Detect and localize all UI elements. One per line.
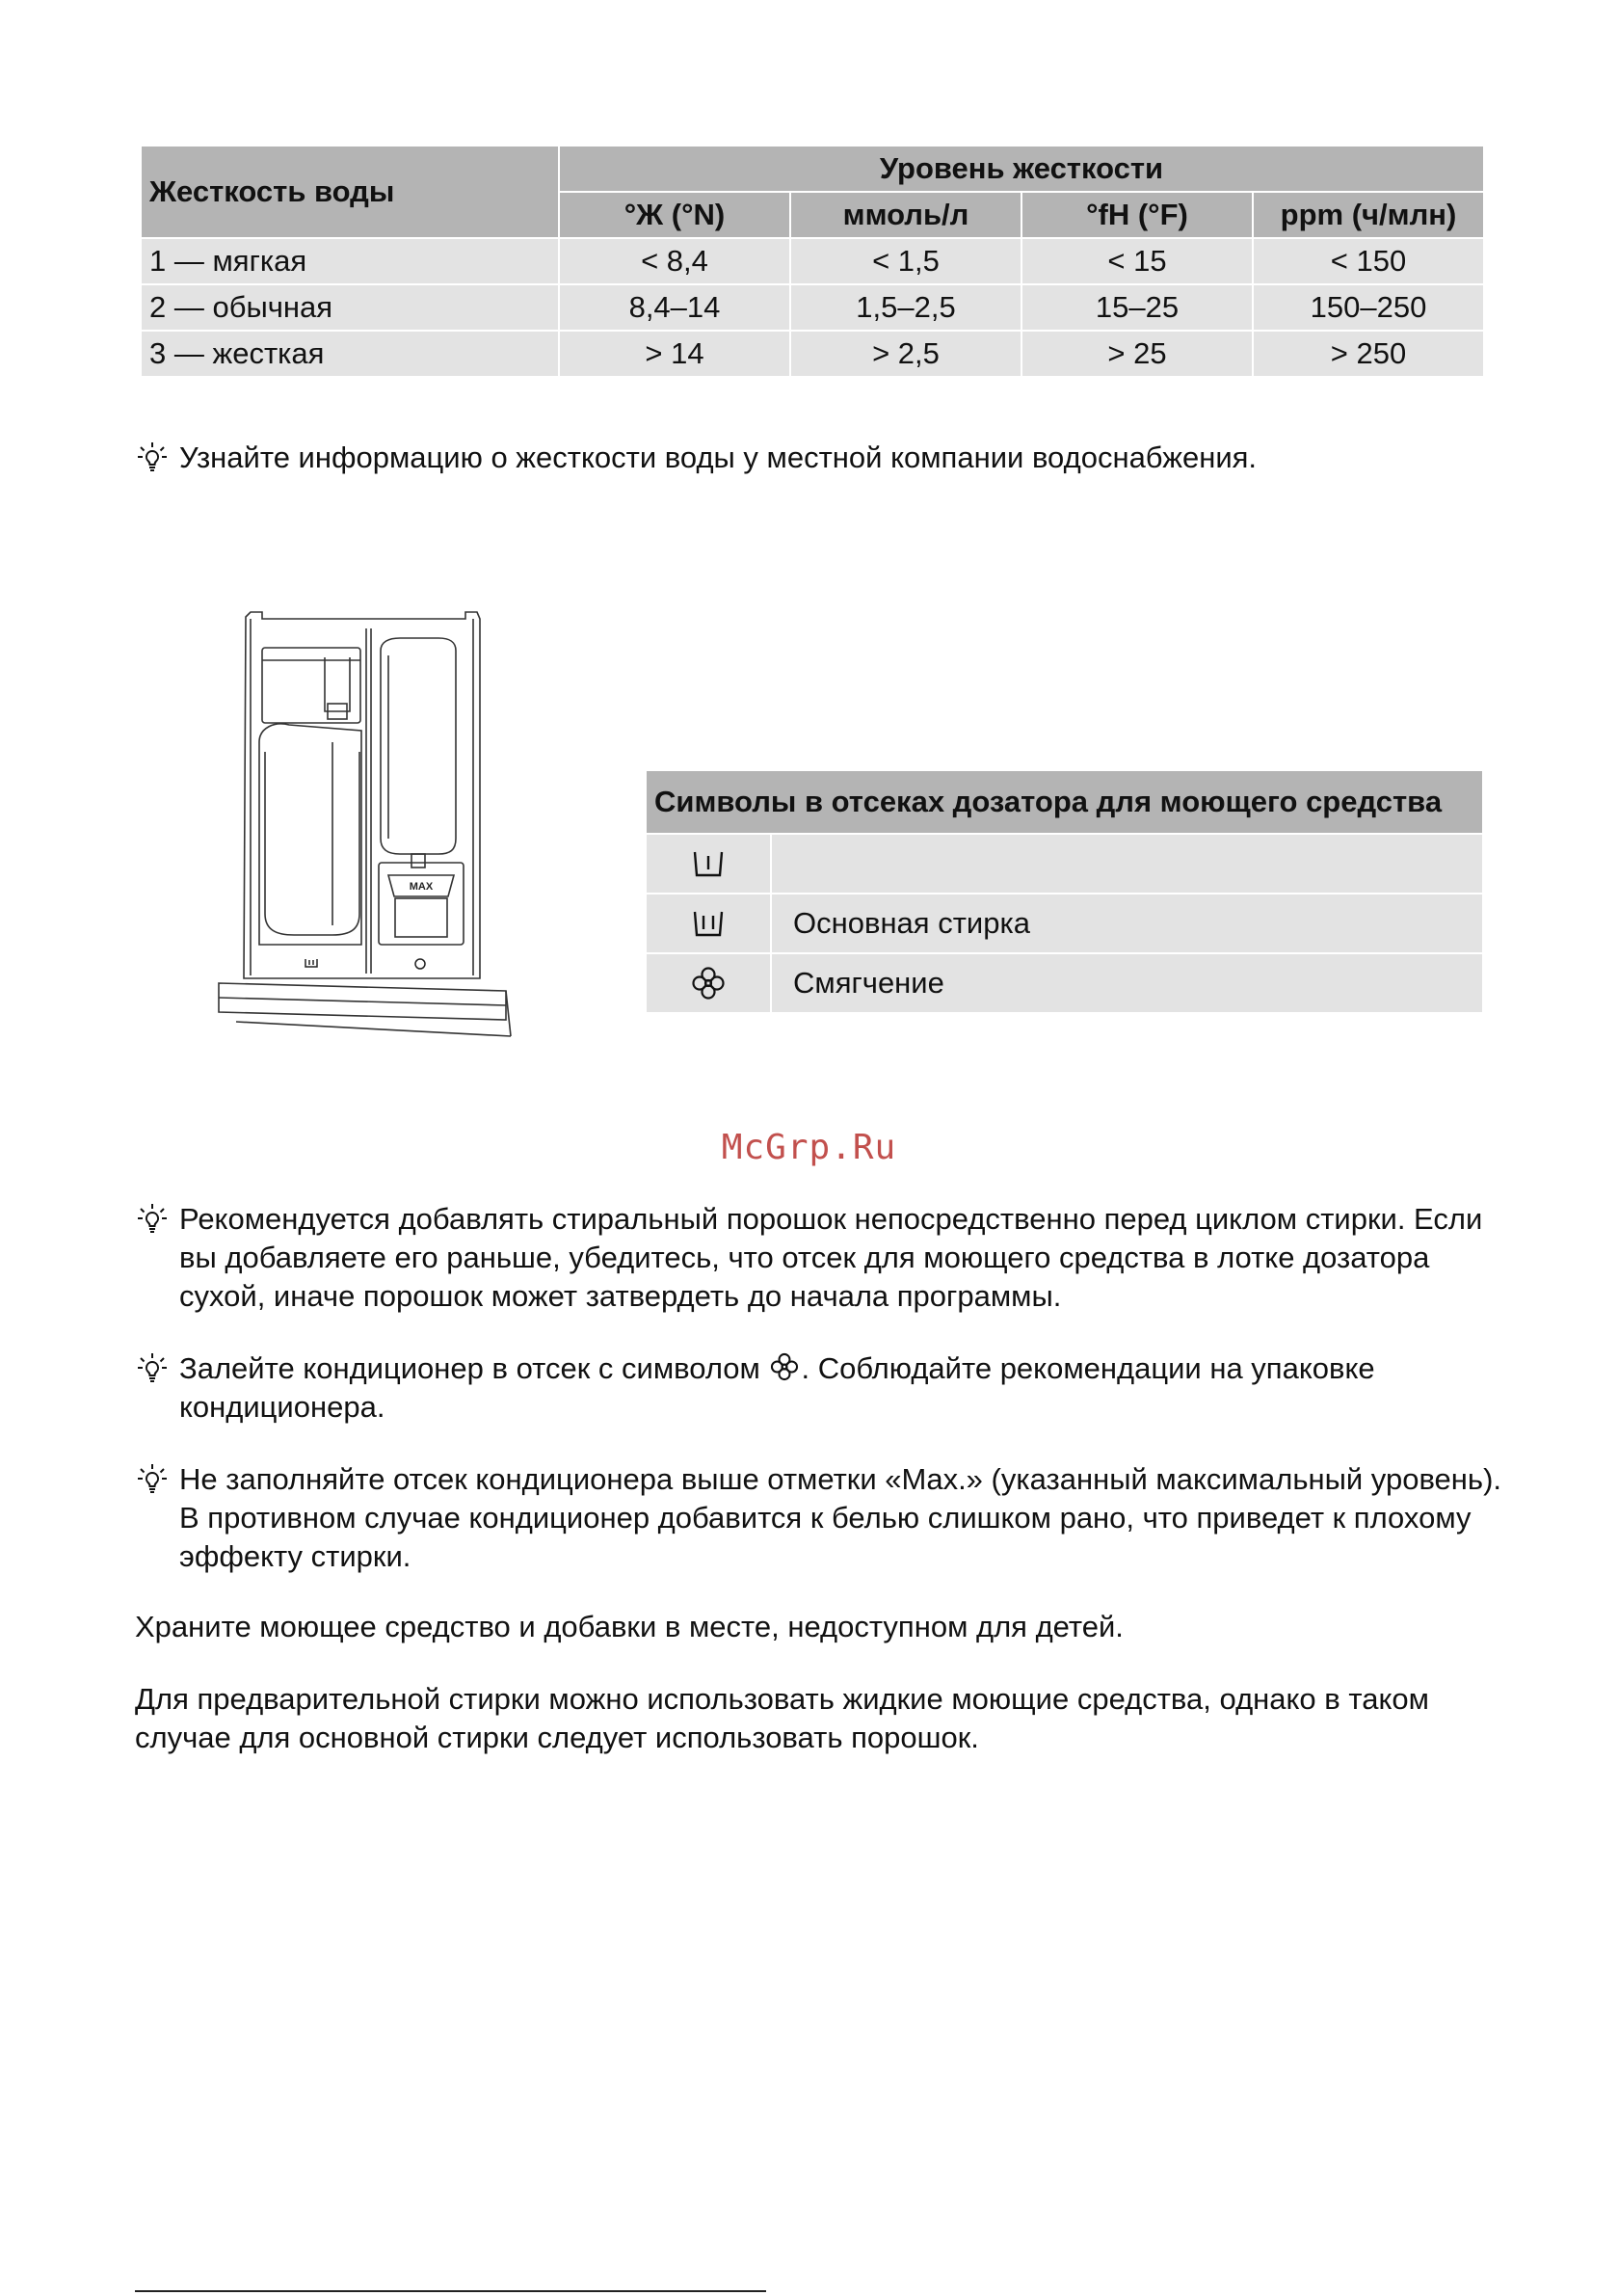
lightbulb-icon: [135, 1462, 170, 1497]
tip-conditioner: [135, 1349, 1503, 1427]
paragraph-children: Храните моющее средство и добавки в месте, недоступном для детей.: [135, 1610, 1124, 1643]
tip-water-hardness: [135, 439, 1503, 477]
tip-text: Не заполняйте отсек кондиционера выше отметки «Max.» (указанный максимальный уровень). В противном случае кондиционер добавится к белью слишком рано, что приведет к плохому эффекту стирки.: [179, 1462, 1502, 1573]
watermark: McGrp.Ru: [721, 1128, 897, 1167]
lightbulb-icon: [135, 441, 170, 475]
hardness-group-header: Уровень жесткости: [559, 146, 1484, 192]
drawer-max-label: MAX: [409, 881, 434, 893]
flower-softener-icon: [768, 1351, 801, 1382]
table-cell: < 150: [1253, 238, 1484, 284]
table-cell: > 250: [1253, 331, 1484, 377]
lightbulb-icon: [135, 1202, 170, 1237]
table-row: [141, 331, 1484, 377]
tip-text: Узнайте информацию о жесткости воды у местной компании водоснабжения.: [179, 441, 1258, 474]
symbols-table-header: Символы в отсеках дозатора для моющего средства: [646, 770, 1483, 834]
table-cell: < 8,4: [559, 238, 790, 284]
table-cell: > 2,5: [790, 331, 1021, 377]
lightbulb-icon: [135, 1351, 170, 1386]
table-cell: < 15: [1021, 238, 1253, 284]
detergent-symbols-table: [645, 769, 1484, 1014]
prewash-tub-icon: [689, 846, 728, 881]
divider: [135, 2290, 766, 2292]
mainwash-tub-icon: [689, 906, 728, 941]
detergent-drawer-illustration: [217, 607, 516, 1041]
paragraph-liquid: Для предварительной стирки можно использовать жидкие моющие средства, однако в таком случае для основной стирки следует использовать порошок.: [135, 1682, 1429, 1754]
tip-text: Рекомендуется добавлять стиральный порошок непосредственно перед циклом стирки. Если вы добавляете его раньше, убедитесь, что отсек для моющего средства в лотке дозатора сухой, иначе порошок может затвердеть до начала программы.: [179, 1202, 1483, 1313]
table-row: [646, 953, 1483, 1013]
table-row: [646, 834, 1483, 894]
table-cell: < 1,5: [790, 238, 1021, 284]
tip-powder: [135, 1200, 1503, 1316]
tip-max-level: [135, 1460, 1503, 1576]
table-cell: > 25: [1021, 331, 1253, 377]
symbol-label: [771, 834, 1483, 894]
table-row: [141, 284, 1484, 331]
tip-text: . Соблюдайте рекомендации на упаковке кондиционера.: [179, 1351, 1375, 1424]
symbol-label: Смягчение: [771, 953, 1483, 1013]
water-hardness-table: [140, 145, 1485, 378]
symbol-label: Основная стирка: [771, 894, 1483, 953]
row-label: 2 — обычная: [141, 284, 559, 331]
column-header: ммоль/л: [790, 192, 1021, 238]
column-header: °Ж (°N): [559, 192, 790, 238]
table-row: [141, 238, 1484, 284]
table-cell: 15–25: [1021, 284, 1253, 331]
table-row: [646, 894, 1483, 953]
table-cell: > 14: [559, 331, 790, 377]
row-label: 1 — мягкая: [141, 238, 559, 284]
column-header: ppm (ч/млн): [1253, 192, 1484, 238]
hardness-row-header: Жесткость воды: [141, 146, 559, 238]
table-cell: 1,5–2,5: [790, 284, 1021, 331]
row-label: 3 — жесткая: [141, 331, 559, 377]
table-cell: 150–250: [1253, 284, 1484, 331]
column-header: °fH (°F): [1021, 192, 1253, 238]
tip-text: Залейте кондиционер в отсек с символом: [179, 1351, 760, 1385]
table-cell: 8,4–14: [559, 284, 790, 331]
flower-softener-icon: [689, 965, 728, 1001]
